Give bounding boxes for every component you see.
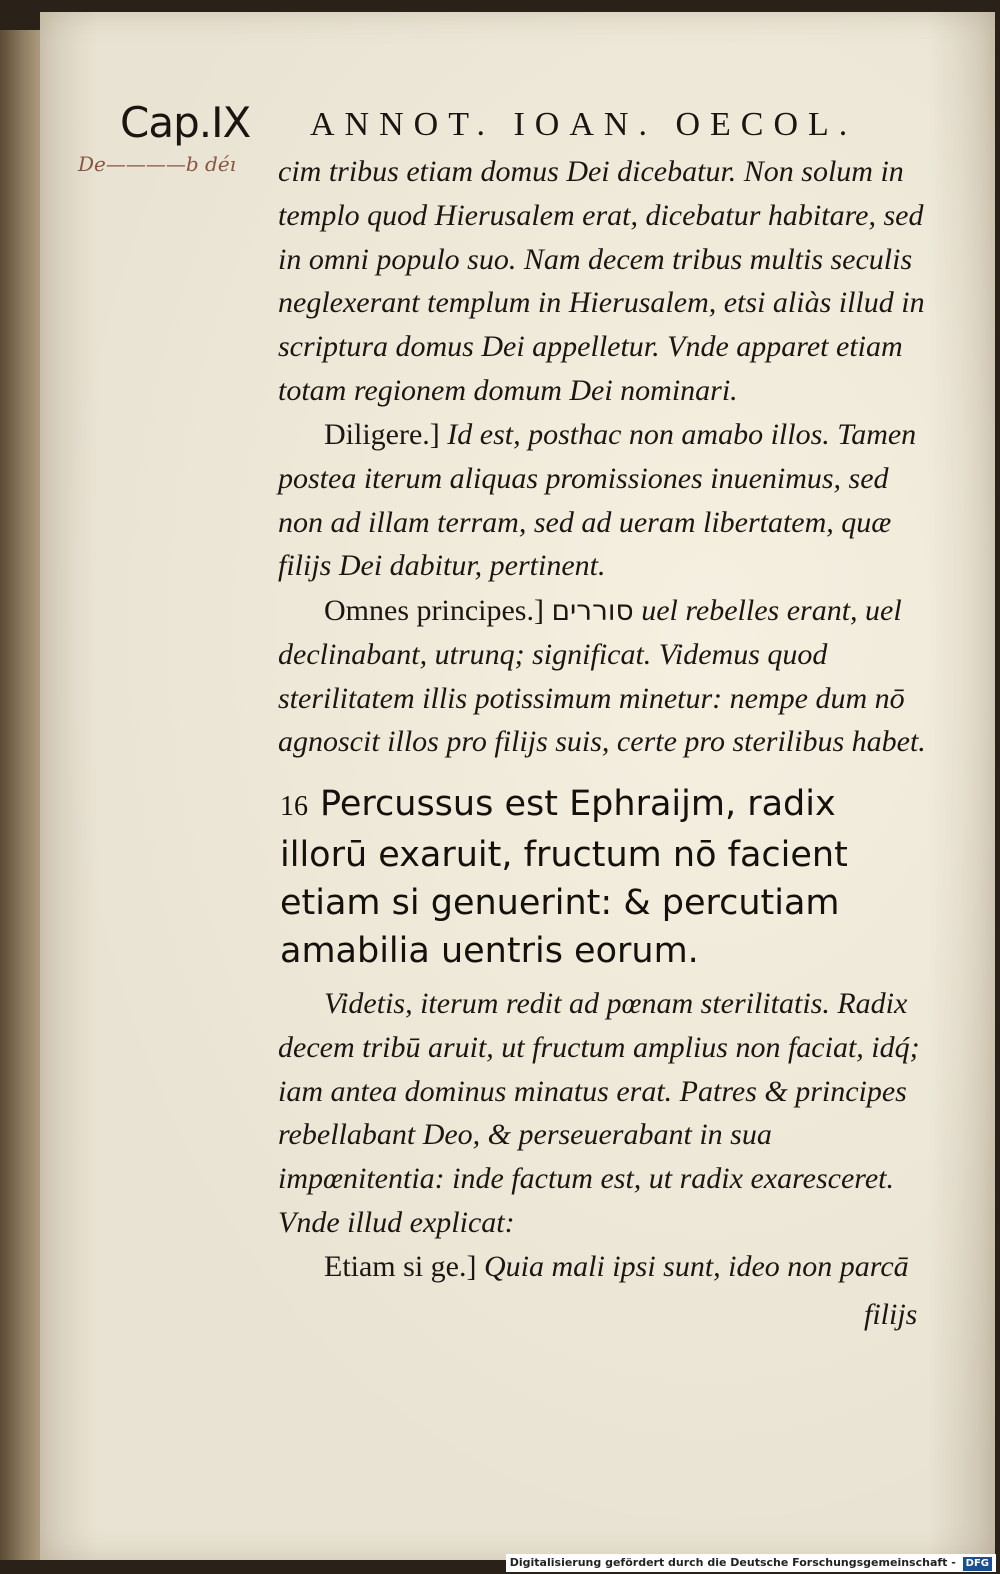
verse-text: Percussus est Ephraijm, radix illorū exaruit, fructum nō facient etiam si genuerint: & percutiam amabilia uentris eorum. [280,784,848,971]
paragraph-3-text: uel rebelles erant, uel declinabant, utrunq; significat. Videmus quod sterilitatem illis potissimum minetur: nempe dum nō agnoscit illos pro filijs suis, certe pro sterilibus habet. [278,594,926,759]
paragraph-1 [278,150,928,413]
paragraph-5-text: Quia mali ipsi sunt, ideo non parcā [483,1250,909,1283]
bible-verse [280,780,930,975]
running-title: ANNOT. IOAN. OECOL. [310,106,858,143]
paragraph-3 [278,589,928,764]
paragraph-5 [278,1245,928,1289]
dfg-logo: DFG [963,1557,992,1571]
paragraph-2 [278,413,928,588]
chapter-heading: Cap.IX [120,98,251,147]
catchword: filijs [864,1298,918,1331]
digitization-footer [506,1554,996,1572]
footer-text: Digitalisierung gefördert durch die Deutsche Forschungsgemeinschaft - [509,1556,956,1569]
paragraph-4-text: Videtis, iterum redit ad pœnam sterilitatis. Radix decem tribū aruit, ut fructum amplius non faciat, idq́; iam antea dominus minatus erat. Patres & principes rebellabant Deo, & perseuerabant in sua impœnitentia: inde factum est, ut radix exaresceret. Vnde illud explicat: [278,987,920,1239]
paragraph-3-lemma: Omnes principes.] [324,594,544,627]
paragraph-5-lemma: Etiam si ge.] [324,1250,477,1283]
paragraph-1-text: cim tribus etiam domus Dei dicebatur. Non solum in templo quod Hierusalem erat, dicebatur habitare, sed in omni populo suo. Nam decem tribus multis seculis neglexerant templum in Hierusalem, etsi aliàs illud in scriptura domus Dei appelletur. Vnde apparet etiam totam regionem domum Dei nominari. [278,155,925,407]
paragraph-4 [278,982,928,1245]
handwritten-margin-note: De————b déı [78,152,237,176]
verse-number: 16 [280,791,308,822]
paragraph-2-lemma: Diligere.] [324,418,440,451]
paragraph-2-text: Id est, posthac non amabo illos. Tamen postea iterum aliquas promissiones inuenimus, sed non ad illam terram, sed ad ueram libertatem, quæ filijs Dei dabitur, pertinent. [278,418,917,583]
page-header [120,98,900,158]
hebrew-word: סוררים [551,594,634,627]
